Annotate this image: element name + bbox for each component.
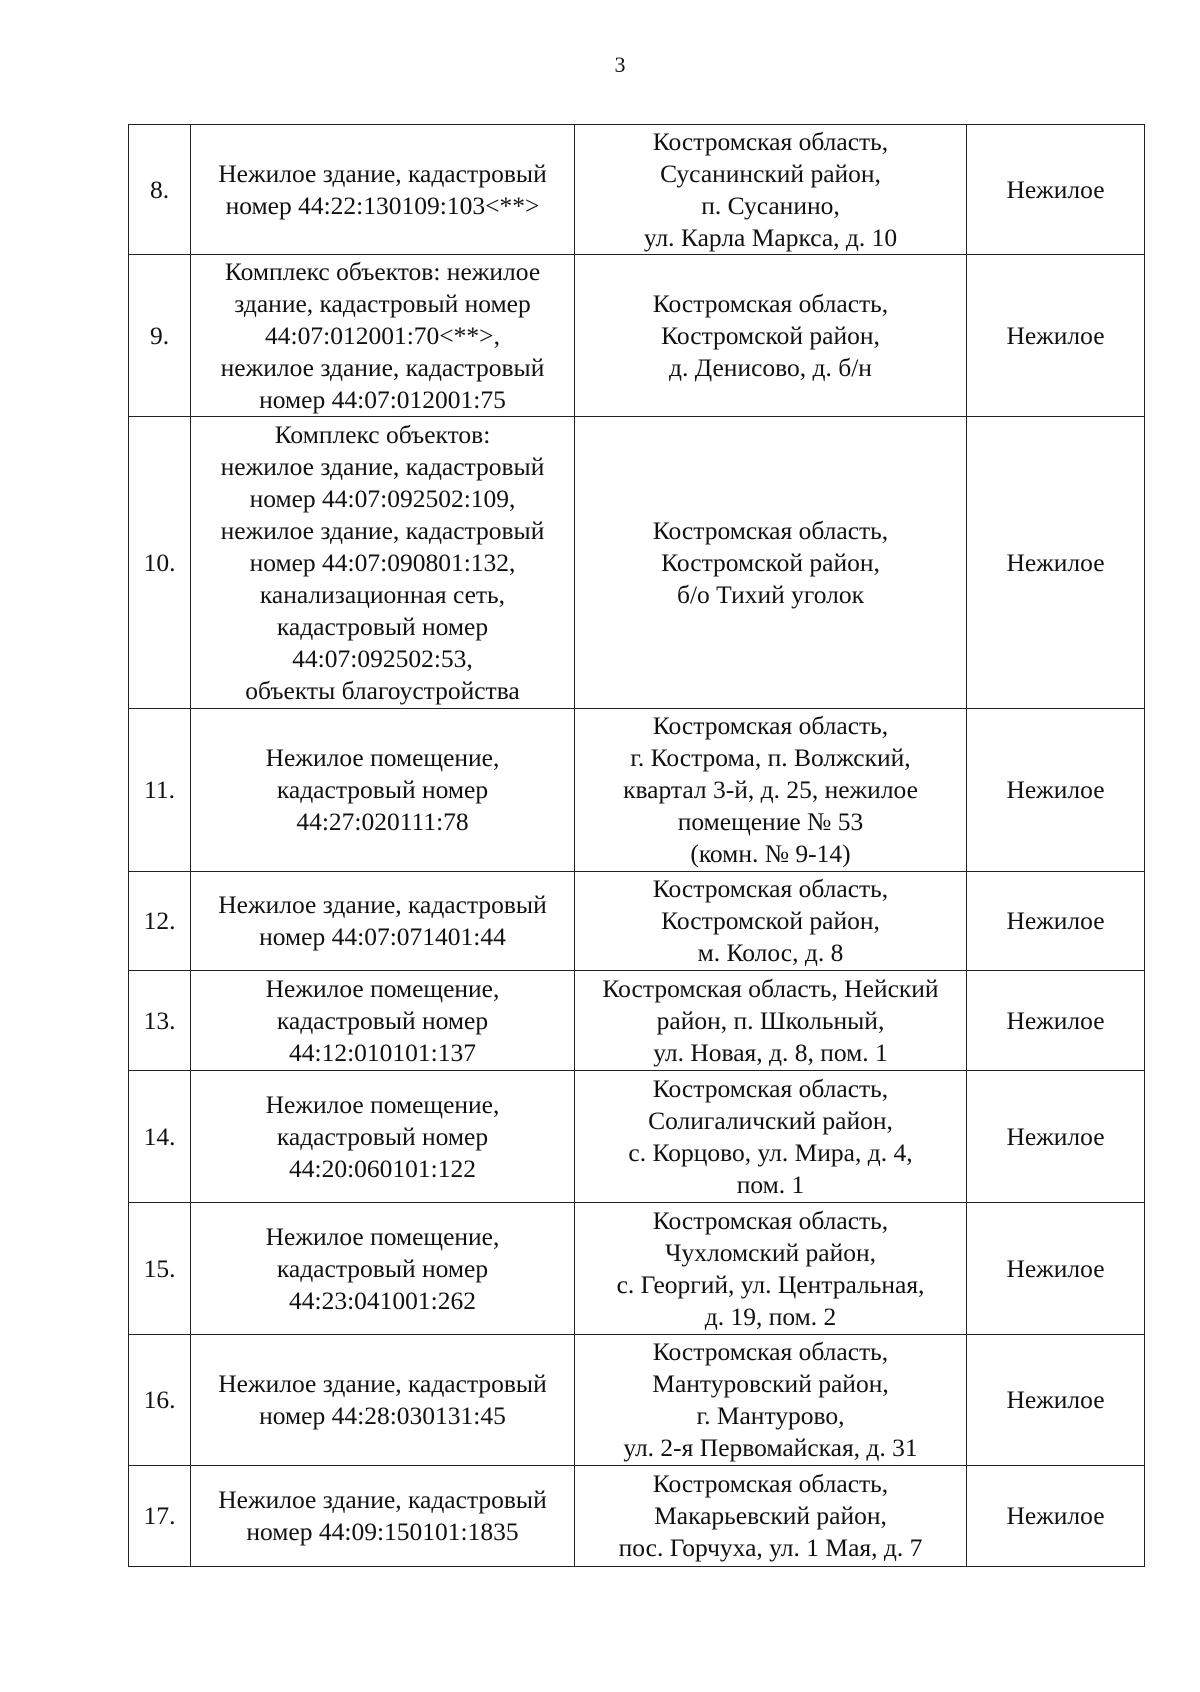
- object-address: Костромская область, Чухломский район, с. Георгий, ул. Центральная, д. 19, пом. 2: [575, 1203, 967, 1335]
- table-row: [129, 1466, 1145, 1567]
- row-number: 13.: [129, 971, 191, 1071]
- object-description: Нежилое здание, кадастровый номер 44:28:030131:45: [191, 1335, 575, 1466]
- object-address: Костромская область, Костромской район, б/о Тихий уголок: [575, 417, 967, 709]
- object-description: Нежилое здание, кадастровый номер 44:22:130109:103<**>: [191, 125, 575, 255]
- table-row: [129, 255, 1145, 417]
- object-type: Нежилое: [967, 1071, 1145, 1203]
- page-number: 3: [614, 52, 626, 77]
- object-type: Нежилое: [967, 709, 1145, 872]
- object-address: Костромская область, Макарьевский район, пос. Горчуха, ул. 1 Мая, д. 7: [575, 1466, 967, 1567]
- object-type: Нежилое: [967, 1466, 1145, 1567]
- row-number: 17.: [129, 1466, 191, 1567]
- object-address: Костромская область, Костромской район, д. Денисово, д. б/н: [575, 255, 967, 417]
- table-row: [129, 1071, 1145, 1203]
- object-address: Костромская область, г. Кострома, п. Волжский, квартал 3-й, д. 25, нежилое помещение № 53 (комн. № 9-14): [575, 709, 967, 872]
- row-number: 12.: [129, 872, 191, 971]
- object-description: Нежилое помещение, кадастровый номер 44:12:010101:137: [191, 971, 575, 1071]
- table-row: [129, 709, 1145, 872]
- object-description: Нежилое помещение, кадастровый номер 44:27:020111:78: [191, 709, 575, 872]
- row-number: 14.: [129, 1071, 191, 1203]
- table-row: [129, 1335, 1145, 1466]
- row-number: 11.: [129, 709, 191, 872]
- object-description: Нежилое здание, кадастровый номер 44:07:071401:44: [191, 872, 575, 971]
- object-type: Нежилое: [967, 417, 1145, 709]
- object-address: Костромская область, Сусанинский район, п. Сусанино, ул. Карла Маркса, д. 10: [575, 125, 967, 255]
- object-description: Комплекс объектов: нежилое здание, кадастровый номер 44:07:092502:109, нежилое здание, кадастровый номер 44:07:090801:132, канализационная сеть, кадастровый номер 44:07:092502:53, объекты благоустройства: [191, 417, 575, 709]
- table-row: [129, 417, 1145, 709]
- object-address: Костромская область, Нейский район, п. Школьный, ул. Новая, д. 8, пом. 1: [575, 971, 967, 1071]
- row-number: 15.: [129, 1203, 191, 1335]
- object-description: Нежилое помещение, кадастровый номер 44:23:041001:262: [191, 1203, 575, 1335]
- table-row: [129, 125, 1145, 255]
- object-type: Нежилое: [967, 971, 1145, 1071]
- table-row: [129, 1203, 1145, 1335]
- object-description: Комплекс объектов: нежилое здание, кадастровый номер 44:07:012001:70<**>, нежилое здание, кадастровый номер 44:07:012001:75: [191, 255, 575, 417]
- object-description: Нежилое здание, кадастровый номер 44:09:150101:1835: [191, 1466, 575, 1567]
- row-number: 10.: [129, 417, 191, 709]
- table-row: [129, 971, 1145, 1071]
- row-number: 8.: [129, 125, 191, 255]
- object-type: Нежилое: [967, 125, 1145, 255]
- object-type: Нежилое: [967, 872, 1145, 971]
- object-description: Нежилое помещение, кадастровый номер 44:20:060101:122: [191, 1071, 575, 1203]
- object-type: Нежилое: [967, 1203, 1145, 1335]
- object-type: Нежилое: [967, 1335, 1145, 1466]
- table-row: [129, 872, 1145, 971]
- row-number: 16.: [129, 1335, 191, 1466]
- row-number: 9.: [129, 255, 191, 417]
- object-address: Костромская область, Солигаличский район, с. Корцово, ул. Мира, д. 4, пом. 1: [575, 1071, 967, 1203]
- object-address: Костромская область, Мантуровский район, г. Мантурово, ул. 2-я Первомайская, д. 31: [575, 1335, 967, 1466]
- object-type: Нежилое: [967, 255, 1145, 417]
- object-address: Костромская область, Костромской район, м. Колос, д. 8: [575, 872, 967, 971]
- property-table: [128, 124, 1145, 1567]
